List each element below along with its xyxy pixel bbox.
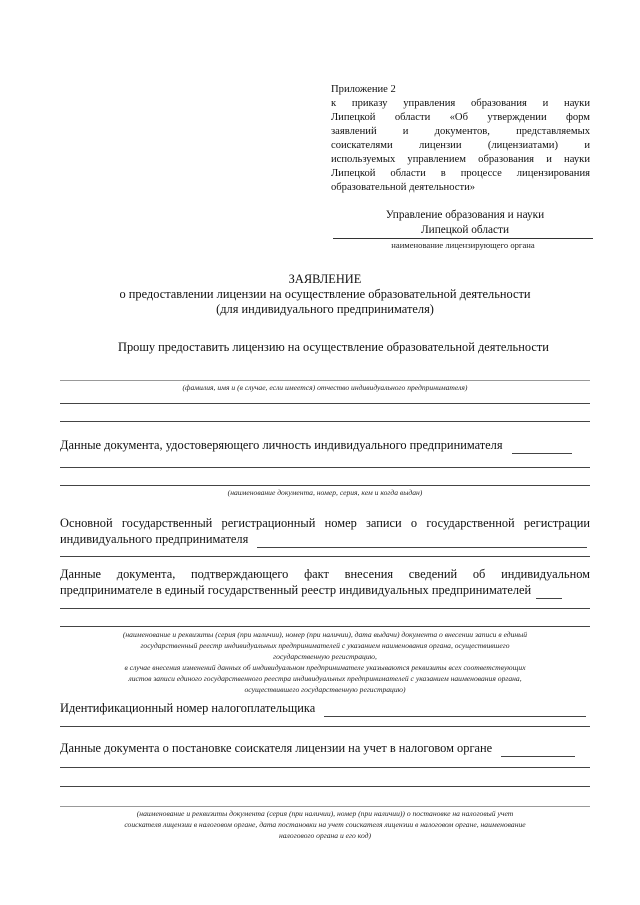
tax-doc-label: Данные документа о постановке соискателя лицензии на учет в налоговом органе [60, 741, 493, 755]
fio-input-line[interactable] [60, 380, 590, 381]
ogrnip-label-1: Основной государственный регистрационный номер записи о государственной регистрации [60, 516, 590, 530]
ogrnip-row [60, 531, 590, 548]
tax-caption-line: (наименование и реквизиты документа (серия (при наличии), номер (при наличии)) о постановке на налоговый учет [136, 809, 514, 818]
egrip-caption [60, 629, 590, 695]
inn-line-2[interactable] [60, 726, 590, 727]
inn-row [60, 700, 590, 717]
authority-caption: наименование лицензирующего органа [391, 240, 535, 250]
document-subtitle-2: (для индивидуального предпринимателя) [216, 302, 434, 316]
identity-doc-row [60, 437, 590, 454]
identity-doc-line-2[interactable] [60, 467, 590, 468]
tax-caption-line: налогового органа и его код) [278, 831, 372, 840]
egrip-row [60, 582, 590, 599]
egrip-label-2: предпринимателе в единый государственный реестр индивидуальных предпринимателей [60, 583, 532, 597]
document-subtitle: о предоставлении лицензии на осуществление образовательной деятельности [119, 287, 531, 301]
authority-line-2: Липецкой области [420, 224, 509, 236]
egrip-caption-line: государственную регистрацию, [273, 652, 377, 661]
appendix-line: образовательной деятельности» [331, 182, 476, 193]
egrip-caption-line: листов записи единого государственного реестра индивидуальных предпринимателей с указанием наименования органа, [128, 674, 522, 683]
document-title: ЗАЯВЛЕНИЕ [288, 272, 362, 286]
inn-input[interactable] [324, 700, 586, 717]
tax-doc-input[interactable] [501, 740, 575, 757]
identity-doc-caption: (наименование документа, номер, серия, кем и когда выдан) [227, 488, 423, 497]
tax-doc-line-4[interactable] [60, 806, 590, 807]
egrip-caption-line: (наименование и реквизиты (серия (при наличии), номер (при наличии), дата выдачи) документа о внесении записи в единый [122, 630, 528, 639]
inn-label: Идентификационный номер налогоплательщика [60, 701, 316, 715]
licensing-authority [335, 208, 595, 238]
appendix-line: Липецкой области в процессе лицензирования [331, 168, 590, 179]
egrip-label-1: Данные документа, подтверждающего факт внесения сведений об индивидуальном [60, 567, 590, 581]
egrip-line-3[interactable] [60, 626, 590, 627]
tax-doc-line-3[interactable] [60, 786, 590, 787]
fio-caption: (фамилия, имя и (в случае, если имеется) отчество индивидуального предпринимателя) [182, 383, 468, 392]
ogrnip-line-2[interactable] [60, 556, 590, 557]
identity-doc-line-3[interactable] [60, 485, 590, 486]
authority-underline [333, 238, 593, 239]
ogrnip-input[interactable] [257, 531, 587, 548]
tax-caption-line: соискателя лицензии в налоговом органе, дата постановки на учет соискателя лицензии в налоговом органе, наименование [124, 820, 526, 829]
appendix-block [331, 83, 590, 195]
document-heading [60, 272, 590, 317]
appendix-line: заявлений и документов, представляемых [331, 126, 590, 137]
appendix-line: Липецкой области «Об утверждении форм [331, 112, 590, 123]
egrip-caption-line: в случае внесения изменений данных об индивидуальном предпринимателе указываются реквизиты всех соответствующих [124, 663, 526, 672]
egrip-input[interactable] [536, 582, 562, 599]
egrip-caption-line: осуществившего государственную регистрацию) [244, 685, 406, 694]
ogrnip-label-2: индивидуального предпринимателя [60, 532, 249, 546]
tax-doc-line-2[interactable] [60, 767, 590, 768]
egrip-line-2[interactable] [60, 608, 590, 609]
tax-doc-row [60, 740, 590, 757]
request-text: Прошу предоставить лицензию на осуществление образовательной деятельности [118, 340, 549, 354]
appendix-title: Приложение 2 [331, 84, 396, 95]
appendix-line: используемых управлением образования и науки [331, 154, 590, 165]
appendix-line: соискателями лицензии (лицензиатами) и [331, 140, 590, 151]
identity-doc-label: Данные документа, удостоверяющего личность индивидуального предпринимателя [60, 438, 503, 452]
authority-line-1: Управление образования и науки [385, 209, 545, 221]
fio-input-line-3[interactable] [60, 421, 590, 422]
appendix-line: к приказу управления образования и науки [331, 98, 590, 109]
fio-input-line-2[interactable] [60, 403, 590, 404]
egrip-caption-line: государственный реестр индивидуальных предпринимателей с указанием наименования органа, осуществившего [140, 641, 510, 650]
identity-doc-input[interactable] [512, 437, 572, 454]
tax-doc-caption [60, 808, 590, 841]
